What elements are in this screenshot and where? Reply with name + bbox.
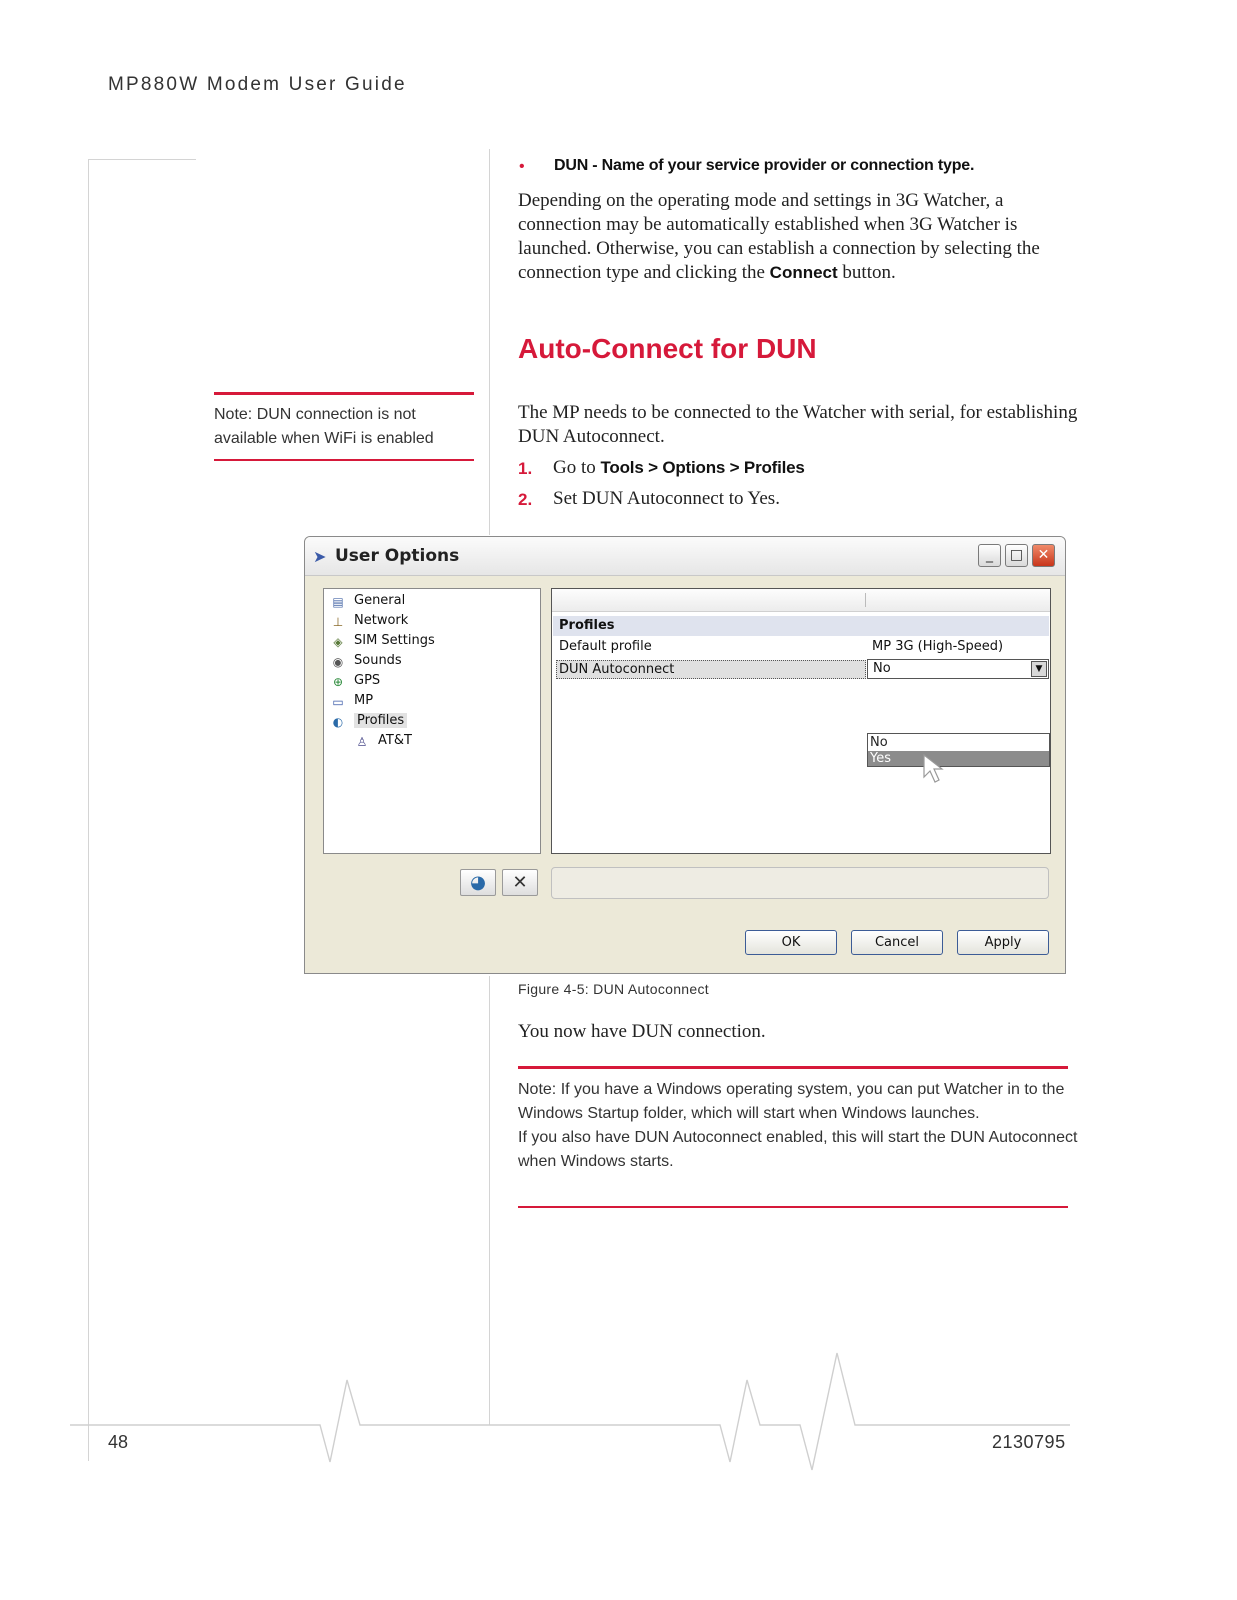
side-note-bottom-rule bbox=[214, 459, 474, 461]
tree-item-label: SIM Settings bbox=[354, 633, 435, 648]
connect-term: Connect bbox=[769, 263, 838, 282]
bottom-note bbox=[518, 1078, 1078, 1174]
tree-item-label: Network bbox=[354, 613, 409, 628]
ok-button[interactable]: OK bbox=[745, 930, 837, 955]
side-note-top-rule bbox=[214, 392, 474, 395]
profiles-icon: ◐ bbox=[332, 715, 344, 729]
close-icon: ✕ bbox=[512, 872, 528, 893]
maximize-button[interactable]: □ bbox=[1005, 544, 1028, 567]
tree-item-label: GPS bbox=[354, 673, 381, 688]
bottom-note-top-rule bbox=[518, 1066, 1068, 1069]
page-number: 48 bbox=[108, 1432, 129, 1452]
bullet-marker: • bbox=[519, 158, 525, 175]
side-note: Note: DUN connection is not available when WiFi is enabled bbox=[214, 406, 434, 447]
row-value: MP 3G (High-Speed) bbox=[872, 639, 1004, 654]
result-paragraph: You now have DUN connection. bbox=[518, 1021, 766, 1042]
dropdown-option-yes[interactable]: Yes bbox=[868, 751, 1049, 766]
tree-item-sim-settings[interactable] bbox=[330, 632, 435, 650]
tree-item-label: MP bbox=[354, 693, 374, 708]
intro-paragraph bbox=[518, 189, 1078, 285]
footer-pulse-line bbox=[70, 1350, 1080, 1475]
body-paragraph: The MP needs to be connected to the Watcher with serial, for establishing DUN Autoconnect. bbox=[518, 402, 1078, 447]
connect-globe-button[interactable] bbox=[460, 869, 496, 896]
step-1-number: 1. bbox=[518, 459, 533, 478]
tree-item-label: Profiles bbox=[354, 713, 407, 728]
step-1-text bbox=[553, 457, 805, 479]
close-button[interactable]: ✕ bbox=[1032, 544, 1055, 567]
tree-item-sounds[interactable] bbox=[330, 652, 402, 670]
bullet-text: DUN - Name of your service provider or connection type. bbox=[554, 157, 975, 174]
bottom-note-line-1: Note: If you have a Windows operating system, you can put Watcher in to the Windows Startup folder, which will start when Windows launches. bbox=[518, 1081, 1065, 1122]
intro-text-end: button. bbox=[837, 262, 896, 283]
tree-item-general[interactable] bbox=[330, 592, 405, 610]
column-divider-upper bbox=[489, 149, 490, 535]
figure-caption: Figure 4-5: DUN Autoconnect bbox=[518, 981, 709, 997]
dialog-titlebar bbox=[305, 537, 1065, 576]
grid-header bbox=[552, 589, 1050, 612]
top-left-rule bbox=[88, 159, 196, 160]
user-options-dialog bbox=[304, 536, 1066, 974]
page-header: MP880W Modem User Guide bbox=[108, 74, 407, 95]
globe-icon: ◕ bbox=[470, 872, 486, 893]
minimize-button[interactable]: _ bbox=[978, 544, 1001, 567]
grid-row-dun-autoconnect[interactable] bbox=[553, 659, 1049, 679]
tree-item-network[interactable] bbox=[330, 612, 408, 630]
tree-item-gps[interactable] bbox=[330, 672, 380, 690]
dropdown-value: No bbox=[873, 661, 891, 676]
tree-item-label: AT&T bbox=[378, 733, 412, 748]
step-1-prefix: Go to bbox=[553, 457, 601, 478]
tree-item-profiles[interactable] bbox=[330, 712, 407, 730]
dropdown-option-no[interactable]: No bbox=[870, 735, 888, 750]
cancel-button[interactable]: Cancel bbox=[851, 930, 943, 955]
tree-item-mp[interactable] bbox=[330, 692, 373, 710]
bottom-note-line-2: If you also have DUN Autoconnect enabled, this will start the DUN Autoconnect when Windows starts. bbox=[518, 1129, 1078, 1170]
autoconnect-dropdown[interactable] bbox=[867, 659, 1049, 679]
tree-item-att[interactable] bbox=[354, 732, 412, 750]
step-2-text: Set DUN Autoconnect to Yes. bbox=[553, 488, 780, 509]
gps-icon: ⊕ bbox=[332, 675, 344, 689]
tree-item-label: General bbox=[354, 593, 406, 608]
apply-button[interactable]: Apply bbox=[957, 930, 1049, 955]
grid-header-divider bbox=[865, 593, 866, 607]
options-tree bbox=[323, 588, 541, 854]
app-icon: ➤ bbox=[313, 547, 327, 566]
document-number: 2130795 bbox=[992, 1432, 1066, 1452]
profile-user-icon: ♙ bbox=[356, 735, 368, 749]
step-2-number: 2. bbox=[518, 490, 533, 509]
row-name: Default profile bbox=[559, 639, 652, 654]
profile-property-grid bbox=[551, 588, 1051, 854]
row-name: DUN Autoconnect bbox=[556, 660, 866, 679]
tree-item-label: Sounds bbox=[354, 653, 402, 668]
grid-row-default-profile[interactable] bbox=[553, 637, 1049, 657]
intro-text: Depending on the operating mode and settings in 3G Watcher, a connection may be automatically established when 3G Watcher is launched. Otherwise, you can establish a connection by selecting the connection type and clicking the bbox=[518, 190, 1040, 283]
general-icon: ▤ bbox=[332, 595, 344, 609]
sounds-icon: ◉ bbox=[332, 655, 344, 669]
left-margin-rule bbox=[88, 159, 89, 1461]
chevron-down-icon[interactable]: ▼ bbox=[1031, 661, 1047, 677]
group-label: Profiles bbox=[559, 618, 615, 633]
sim-icon: ◈ bbox=[333, 635, 343, 649]
step-1-menu-path: Tools > Options > Profiles bbox=[600, 458, 805, 477]
bottom-note-bottom-rule bbox=[518, 1206, 1068, 1208]
dialog-title: User Options bbox=[335, 546, 460, 566]
mouse-cursor-icon bbox=[920, 751, 960, 791]
grid-group-header bbox=[553, 616, 1049, 636]
mp-icon: ▭ bbox=[332, 695, 344, 709]
status-field bbox=[551, 867, 1049, 899]
delete-button[interactable] bbox=[502, 869, 538, 896]
section-heading: Auto-Connect for DUN bbox=[518, 333, 817, 364]
network-icon: ⊥ bbox=[332, 615, 344, 629]
